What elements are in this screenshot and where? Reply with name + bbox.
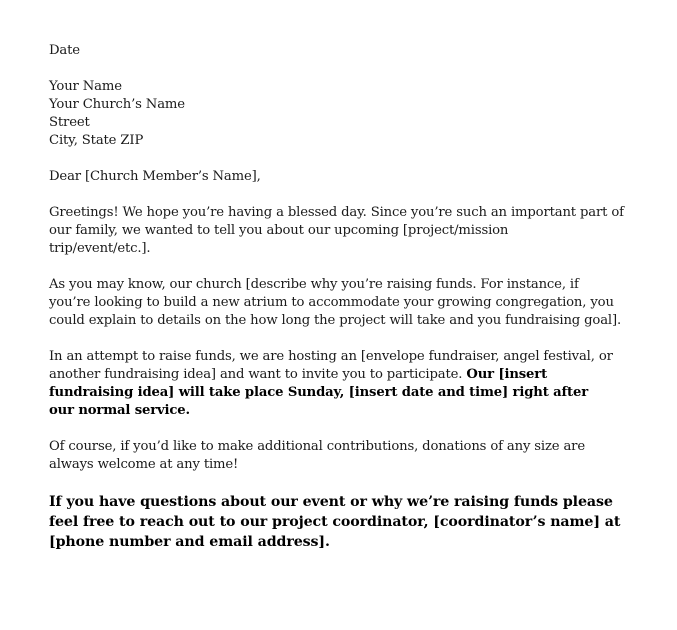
closing-line: feel free to reach out to our project coordinator, [coordinator’s name] at (49, 514, 621, 530)
paragraph-text: another fundraising idea] and want to invite you to participate. (49, 367, 467, 382)
spacer (49, 186, 639, 204)
closing-paragraph (49, 492, 639, 552)
paragraph-emphasis-line: fundraising idea] will take place Sunday, [insert date and time] right after (49, 385, 589, 400)
paragraph-line: you’re looking to build a new atrium to accommodate your growing congregation, you (49, 295, 614, 310)
spacer (49, 474, 639, 492)
spacer (49, 258, 639, 276)
paragraph-line: In an attempt to raise funds, we are hosting an [envelope fundraiser, angel festival, or (49, 349, 613, 364)
spacer (49, 420, 639, 438)
sender-address-block (49, 78, 639, 150)
sender-street: Street (49, 115, 90, 130)
paragraph-line (49, 366, 639, 384)
paragraph-line: could explain to details on the how long the project will take and you fundraising goal]. (49, 313, 622, 328)
sender-church: Your Church’s Name (49, 97, 185, 112)
paragraph-purpose (49, 276, 639, 330)
spacer (49, 60, 639, 78)
paragraph-line: always welcome at any time! (49, 457, 239, 472)
date-line: Date (49, 43, 80, 58)
salutation: Dear [Church Member’s Name], (49, 169, 261, 184)
spacer (49, 330, 639, 348)
paragraph-line: trip/event/etc.]. (49, 241, 151, 256)
paragraph-emphasis: Our [insert (466, 367, 548, 382)
paragraph-line: Greetings! We hope you’re having a blessed day. Since you’re such an important part of (49, 205, 624, 220)
closing-line: [phone number and email address]. (49, 534, 330, 550)
spacer (49, 150, 639, 168)
paragraph-line: our family, we wanted to tell you about our upcoming [project/mission (49, 223, 509, 238)
closing-line: If you have questions about our event or why we’re raising funds please (49, 494, 613, 510)
sender-name: Your Name (49, 79, 122, 94)
paragraph-event (49, 348, 639, 420)
letter-body (49, 42, 639, 552)
paragraph-donations (49, 438, 639, 474)
sender-city: City, State ZIP (49, 133, 144, 148)
paragraph-line: As you may know, our church [describe why you’re raising funds. For instance, if (49, 277, 579, 292)
paragraph-greeting (49, 204, 639, 258)
paragraph-emphasis-line: our normal service. (49, 403, 190, 418)
paragraph-line: Of course, if you’d like to make additional contributions, donations of any size are (49, 439, 585, 454)
